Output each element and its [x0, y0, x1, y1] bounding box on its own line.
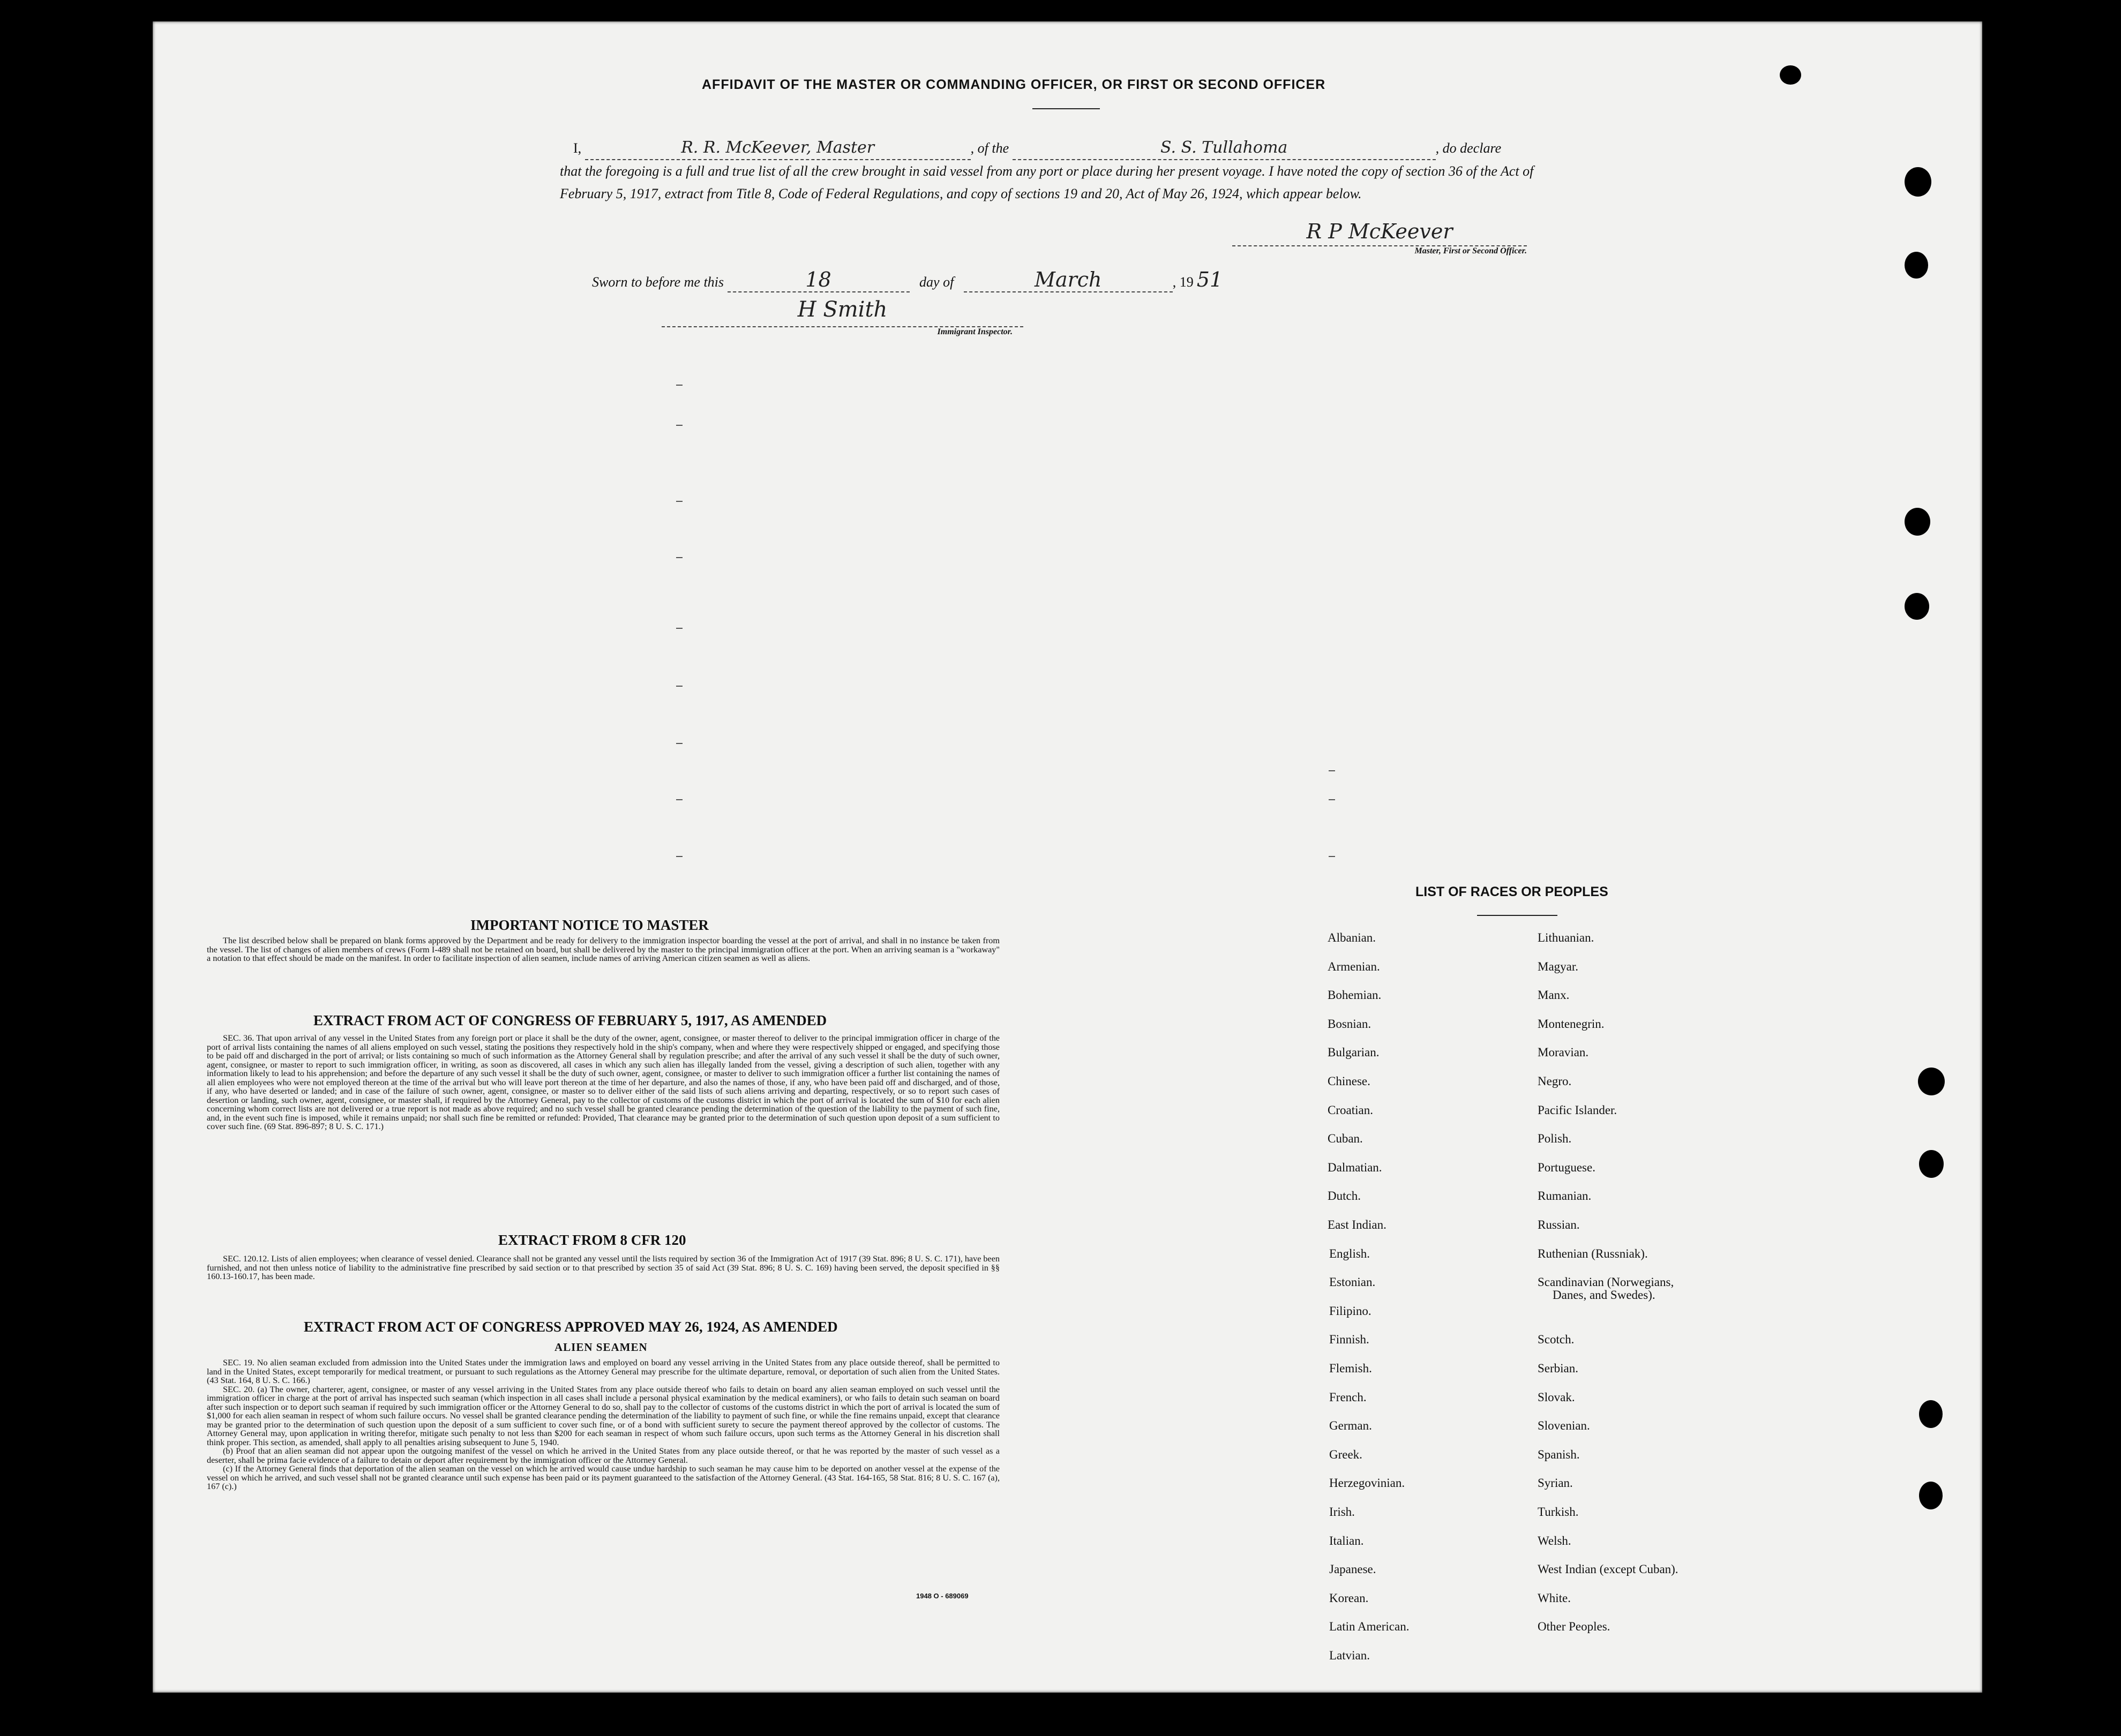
declaration: [560, 137, 1570, 205]
print-code: 1948 O - 689069: [916, 1592, 969, 1600]
race-item-right: Serbian.: [1538, 1362, 1579, 1375]
inspector-block: [662, 297, 1023, 337]
extract-1917-text: [207, 1034, 1000, 1131]
race-item-right: West Indian (except Cuban).: [1538, 1562, 1678, 1576]
race-item-right: Polish.: [1538, 1132, 1572, 1146]
race-item-right: Slovenian.: [1538, 1419, 1590, 1433]
column-mark: [676, 686, 683, 687]
race-item-right: Negro.: [1538, 1074, 1572, 1088]
extract-cfr-text: [207, 1254, 1000, 1281]
race-item-left: Filipino.: [1329, 1304, 1371, 1318]
column-mark: [676, 557, 683, 558]
race-item-left: Flemish.: [1329, 1362, 1372, 1375]
race-item-left: Croatian.: [1328, 1103, 1373, 1117]
column-mark: [676, 425, 683, 426]
sec19-paragraph: SEC. 19. No alien seaman excluded from admission into the United States under the immigration laws and employed on board any vessel arriving in the United States from any place outside thereof, shall be permitted to land in the United States, except temporarily for medical treatment, or pursuant to such regulations as the Attorney General may prescribe for the ultimate departure, removal, or deportation of such alien from the United States. (43 Stat. 164, 8 U. S. C. 166.): [207, 1358, 1000, 1385]
race-item-left: Korean.: [1329, 1591, 1369, 1605]
race-item-left: Bosnian.: [1328, 1017, 1371, 1031]
race-item-right: Danes, and Swedes).: [1553, 1288, 1655, 1302]
race-item-left: Cuban.: [1328, 1132, 1363, 1146]
race-item-left: Dalmatian.: [1328, 1160, 1382, 1174]
master-signature-caption: Master, First or Second Officer.: [1414, 246, 1527, 255]
race-item-left: Finnish.: [1329, 1333, 1369, 1347]
race-item-left: Irish.: [1329, 1505, 1355, 1519]
race-item-right: Rumanian.: [1538, 1189, 1592, 1203]
race-item-left: Estonian.: [1329, 1275, 1376, 1289]
race-item-right: Spanish.: [1538, 1447, 1580, 1461]
column-mark: [1329, 856, 1335, 857]
race-item-right: Moravian.: [1538, 1046, 1589, 1059]
extract-cfr-heading: EXTRACT FROM 8 CFR 120: [498, 1232, 686, 1248]
race-item-right: Scandinavian (Norwegians,: [1538, 1275, 1674, 1289]
race-item-left: Albanian.: [1328, 931, 1376, 944]
i-label: I,: [573, 140, 582, 156]
of-the-label: , of the: [970, 140, 1009, 156]
sec120-paragraph: SEC. 120.12. Lists of alien employees; when clearance of vessel denied. Clearance shall not be granted any vessel until the lists required by section 36 of the Immigration Act of 1917 (39 Stat. 896; 8 U. S. C. 171), have been furnished, and not then unless notice of liability to the administrative fine prescribed by said section or to that prescribed by section 35 of said Act (39 Stat. 896; 8 U. S. C. 169) having been served, the deposit specified in §§ 160.13-160.17, has been made.: [207, 1254, 1000, 1281]
race-item-left: Bohemian.: [1328, 988, 1382, 1002]
race-item-left: Armenian.: [1328, 959, 1380, 973]
extract-1917-heading: EXTRACT FROM ACT OF CONGRESS OF FEBRUARY 5, 1917, AS AMENDED: [313, 1012, 827, 1028]
races-heading: LIST OF RACES OR PEOPLES: [1415, 884, 1608, 899]
column-mark: [1329, 770, 1335, 771]
punch-hole: [1905, 508, 1930, 536]
column-mark: [676, 856, 683, 857]
race-item-right: Syrian.: [1538, 1476, 1573, 1490]
race-item-right: Pacific Islander.: [1538, 1103, 1617, 1117]
race-item-left: Latin American.: [1329, 1620, 1410, 1634]
notice-paragraph: The list described below shall be prepared on blank forms approved by the Department and be ready for delivery to the immigration inspector boarding the vessel at the port of arrival, and shall in no instance be taken from the vessel. The list of changes of alien members of crews (Form I-489 shall not be retained on board, but shall be delivered by the master to the principal immigration officer at the port. When an arriving seaman is a "workaway" a notation to that effect should be made on the manifest. In order to facilitate inspection of alien seamen, include names of arriving American citizen seamen as well as aliens.: [207, 936, 1000, 963]
sec20a-paragraph: SEC. 20. (a) The owner, charterer, agent, consignee, or master of any vessel arriving in the United States from any place outside thereof who fails to detain on board any alien seaman employed on such vessel until the immigration officer in charge at the port of arrival has inspected such seaman (which inspection in all cases shall include a personal physical examination by the medical examiners), or who fails to detain such seaman on board after such inspection or to deport such seaman if required by such immigration officer or the Attorney General to do so, shall pay to the collector of customs of the customs district in which the port of arrival is located the sum of $1,000 for each alien seaman in respect of whom such failure occurs. No vessel shall be granted clearance pending the determination of the liability to payment of such fine, or while the fine remains unpaid, except that clearance may be granted prior to the determination of such question upon the deposit of a sum sufficient to cover such fine, or of a bond with sufficient surety to secure the payment thereof approved by the collector of customs. The Attorney General may, upon application in writing therefor, mitigate such penalty to not less than $200 for each seaman in respect of whom such failure occurs, upon such terms as the Attorney General in his discretion shall think proper. This section, as amended, shall apply to all penalties arising subsequent to June 5, 1940.: [207, 1384, 1000, 1447]
race-item-left: Dutch.: [1328, 1189, 1361, 1203]
column-mark: [676, 628, 683, 629]
sec20c-paragraph: (c) If the Attorney General finds that deportation of the alien seaman on the vessel on which he arrived would cause undue hardship to such seaman he may cause him to be deported on another vessel at the expense of the vessel on which he arrived, and such vessel shall not be granted clearance until such expense has been paid or its payment guaranteed to the satisfaction of the Attorney General. (43 Stat. 164-165, 58 Stat. 816; 8 U. S. C. 167 (a), 167 (c).): [207, 1464, 1000, 1491]
race-item-left: Greek.: [1329, 1447, 1362, 1461]
punch-hole: [1905, 593, 1929, 620]
day-of-label: day of: [919, 274, 954, 290]
column-mark: [676, 743, 683, 744]
race-item-right: Russian.: [1538, 1218, 1580, 1231]
column-mark: [676, 799, 683, 800]
punch-hole: [1919, 1150, 1944, 1178]
sworn-label: Sworn to before me this: [592, 274, 724, 290]
master-signature: R P McKeever: [1232, 220, 1527, 246]
race-item-right: Turkish.: [1538, 1505, 1579, 1519]
race-item-right: Slovak.: [1538, 1390, 1575, 1404]
race-item-right: Ruthenian (Russniak).: [1538, 1246, 1648, 1260]
race-item-left: English.: [1329, 1246, 1370, 1260]
affidavit-title: AFFIDAVIT OF THE MASTER OR COMMANDING OFFICER, OR FIRST OR SECOND OFFICER: [702, 77, 1326, 92]
sec20b-paragraph: (b) Proof that an alien seaman did not appear upon the outgoing manifest of the vessel on which he arrived in the United States from any place outside thereof, or that he was reported by the master of such vessel as a deserter, shall be prima facie evidence of a failure to detain or deport after requirement by the immigration officer or the Attorney General.: [207, 1446, 1000, 1465]
punch-hole: [1918, 1068, 1945, 1095]
race-item-right: White.: [1538, 1591, 1571, 1605]
year-suffix: 51: [1196, 268, 1223, 291]
race-item-right: Magyar.: [1538, 959, 1579, 973]
master-name-field: R. R. McKeever, Master: [585, 137, 971, 160]
inspector-caption: Immigrant Inspector.: [937, 327, 1013, 336]
race-item-left: French.: [1329, 1390, 1367, 1404]
inspector-signature: H Smith: [662, 297, 1023, 327]
punch-hole: [1905, 252, 1928, 279]
race-item-right: Portuguese.: [1538, 1160, 1595, 1174]
column-mark: [1329, 799, 1335, 800]
alien-seamen-subheading: ALIEN SEAMEN: [554, 1341, 648, 1354]
race-item-left: East Indian.: [1328, 1218, 1386, 1231]
race-item-left: Bulgarian.: [1328, 1046, 1380, 1059]
race-item-right: Montenegrin.: [1538, 1017, 1605, 1031]
race-item-right: Lithuanian.: [1538, 931, 1594, 944]
extract-1924-heading: EXTRACT FROM ACT OF CONGRESS APPROVED MAY 26, 1924, AS AMENDED: [304, 1319, 838, 1335]
column-mark: [676, 385, 683, 386]
punch-hole: [1780, 65, 1801, 85]
race-item-left: Italian.: [1329, 1534, 1364, 1547]
declaration-text: that the foregoing is a full and true list of all the crew brought in said vessel from any port or place during her present voyage. I have noted the copy of section 36 of the Act of February 5, 1917, extract from Title 8, Code of Federal Regulations, and copy of sections 19 and 20, Act of May 26, 1924, which appear below.: [560, 163, 1534, 201]
title-rule: [1032, 108, 1100, 109]
race-item-right: Manx.: [1538, 988, 1570, 1002]
extract-1924-text: [207, 1358, 1000, 1491]
sworn-line: [592, 268, 1223, 292]
race-item-right: Other Peoples.: [1538, 1620, 1610, 1634]
race-item-right: Scotch.: [1538, 1333, 1575, 1347]
race-item-left: Latvian.: [1329, 1649, 1370, 1662]
race-item-left: Chinese.: [1328, 1074, 1370, 1088]
race-item-left: German.: [1329, 1419, 1372, 1433]
punch-hole: [1919, 1400, 1943, 1428]
year-prefix: , 19: [1172, 274, 1194, 290]
vessel-name-field: S. S. Tullahoma: [1013, 137, 1436, 160]
notice-heading: IMPORTANT NOTICE TO MASTER: [470, 917, 709, 933]
punch-hole: [1919, 1482, 1943, 1509]
do-declare-label: , do declare: [1435, 140, 1502, 156]
races-rule: [1477, 915, 1557, 916]
master-signature-block: [1232, 220, 1527, 256]
sworn-month-field: March: [964, 268, 1173, 292]
race-item-right: Welsh.: [1538, 1534, 1571, 1547]
race-item-left: Herzegovinian.: [1329, 1476, 1405, 1490]
race-item-left: Japanese.: [1329, 1562, 1376, 1576]
punch-hole: [1905, 167, 1931, 197]
column-mark: [676, 501, 683, 502]
sworn-day-field: 18: [728, 268, 910, 292]
sec36-paragraph: SEC. 36. That upon arrival of any vessel in the United States from any foreign port or place it shall be the duty of the owner, agent, consignee, or master thereof to deliver to the principal immigration officer in charge of the port of arrival lists containing the names of all aliens employed on such vessel, stating the positions they respectively hold in the ship's company, when and where they were respectively shipped or engaged, and specifying those to be paid off and discharged in the port of arrival; or lists containing so much of such information as the Attorney General shall by regulation prescribe; and after the arrival of any such vessel it shall be the duty of such owner, agent, consignee, or master to report to such immigration officer, in writing, as soon as discovered, all cases in which any such alien has illegally landed from the vessel, giving a description of such alien, together with any information likely to lead to his apprehension; and before the departure of any such vessel it shall be the duty of such owner, agent, consignee, or master to deliver to such immigration officer a further list containing the names of all alien employees who were not employed thereon at the time of the arrival but who will leave port thereon at the time of her departure, and also the names of those, if any, who have been paid off and discharged, and of those, if any, who have deserted or landed; and in case of the failure of such owner, agent, consignee, or master so to deliver either of the said lists of such aliens arriving and departing, respectively, or so to report such cases of desertion or landing, such owner, agent, consignee, or master shall, if required by the Attorney General, pay to the collector of customs of the customs district in which the port of arrival is located the sum of $10 for each alien concerning whom correct lists are not delivered or a true report is not made as above required; and no such vessel shall be granted clearance pending the determination of the question of the liability to the payment of such fine, and, in the event such fine is imposed, while it remains unpaid; nor shall such fine be remitted or refunded: Provided, That clearance may be granted prior to the determination of such question upon deposit of a sum sufficient to cover such fine. (69 Stat. 896-897; 8 U. S. C. 171.): [207, 1033, 1000, 1131]
notice-text: [207, 936, 1000, 963]
